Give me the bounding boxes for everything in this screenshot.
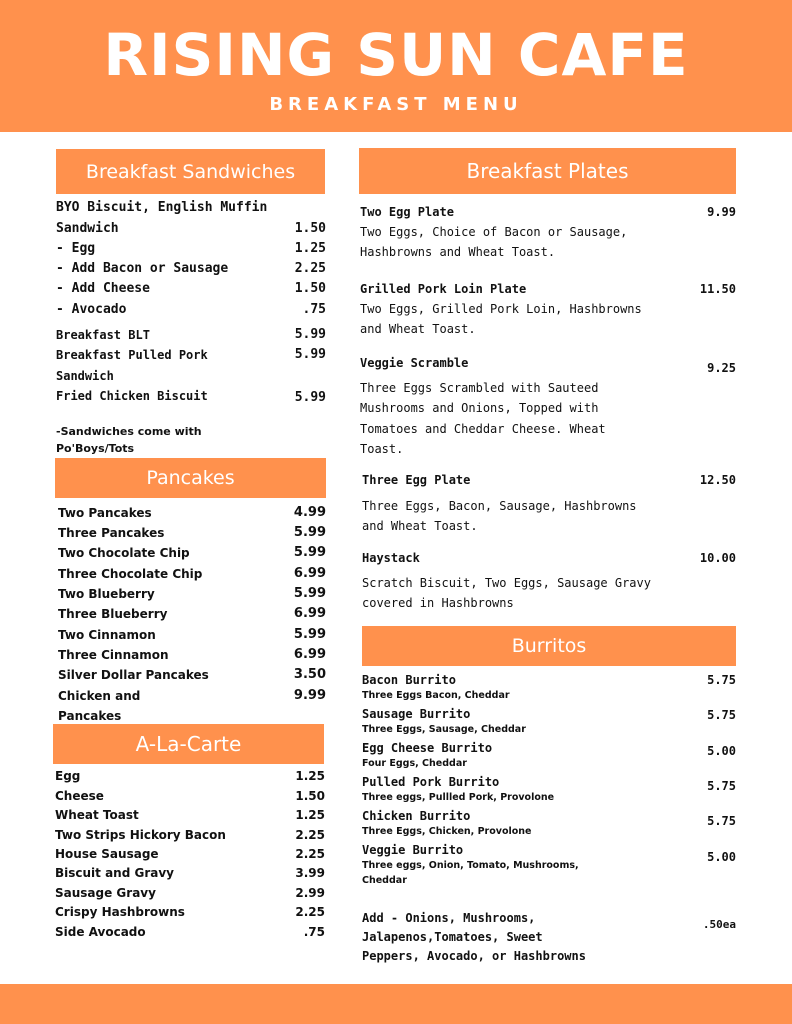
burrito-addon-text: Peppers, Avocado, or Hashbrowns <box>362 949 586 963</box>
menu-item-price: 1.50 <box>294 281 326 296</box>
menu-item-name: - Egg <box>56 241 96 256</box>
menu-item-name: Sandwich <box>56 369 114 383</box>
menu-item-description: Three eggs, Pullled Pork, Provolone <box>362 792 555 803</box>
menu-item-name: Two Cinnamon <box>58 628 156 642</box>
menu-item-description: Three eggs, Onion, Tomato, Mushrooms, <box>362 860 579 871</box>
menu-item-name: Grilled Pork Loin Plate <box>360 282 527 296</box>
menu-item-price: 6.99 <box>293 566 326 581</box>
menu-title: BREAKFAST MENU <box>269 94 523 115</box>
section-header-breakfast-plates: Breakfast Plates <box>359 148 736 194</box>
menu-item-name: Haystack <box>362 551 420 565</box>
menu-item-price: 5.00 <box>707 850 736 864</box>
menu-item-description: Two Eggs, Choice of Bacon or Sausage, <box>360 225 628 239</box>
menu-item-price: 5.99 <box>294 327 326 342</box>
sandwich-note: Po'Boys/Tots <box>56 442 135 455</box>
menu-item-name: - Avocado <box>56 302 127 317</box>
menu-item-name: Breakfast BLT <box>56 328 150 342</box>
menu-item-description: Mushrooms and Onions, Topped with <box>360 401 599 416</box>
menu-item-name: Sausage Gravy <box>55 886 156 900</box>
menu-item-price: 1.25 <box>295 769 325 783</box>
menu-item-price: 2.25 <box>295 847 325 861</box>
menu-item-price: 10.00 <box>699 551 736 565</box>
menu-item-name: Egg <box>55 769 81 783</box>
menu-item-price: .75 <box>302 302 326 317</box>
menu-item-name: BYO Biscuit, English Muffin <box>56 200 268 215</box>
menu-item-description: Three Eggs Scrambled with Sauteed <box>360 381 599 395</box>
burrito-addon-price: .50ea <box>702 918 736 931</box>
menu-item-price: 9.25 <box>707 361 736 375</box>
section-header-a-la-carte: A-La-Carte <box>53 724 324 764</box>
menu-item-description: Toast. <box>360 441 404 456</box>
menu-item-price: 2.25 <box>295 828 325 842</box>
menu-item-name: Bacon Burrito <box>362 673 456 687</box>
menu-item-price: 5.99 <box>294 390 326 405</box>
menu-item-name: Sandwich <box>56 221 119 236</box>
menu-item-price: 6.99 <box>293 606 326 621</box>
menu-item-price: 5.75 <box>707 708 736 722</box>
menu-item-name: Three Cinnamon <box>58 648 169 662</box>
menu-item-name: Wheat Toast <box>55 808 139 822</box>
menu-item-description: Three Eggs Bacon, Cheddar <box>362 690 510 701</box>
menu-item-description: Hashbrowns and Wheat Toast. <box>360 245 556 260</box>
menu-item-name: Two Egg Plate <box>360 205 454 219</box>
section-header-pancakes: Pancakes <box>55 458 326 498</box>
menu-item-description: Two Eggs, Grilled Pork Loin, Hashbrowns <box>360 302 642 316</box>
section-header-breakfast-sandwiches: Breakfast Sandwiches <box>56 149 325 194</box>
menu-item-price: 1.25 <box>295 808 325 822</box>
menu-item-price: 5.99 <box>294 347 326 362</box>
burrito-addon-text: Add - Onions, Mushrooms, <box>362 911 536 925</box>
menu-item-name: - Add Cheese <box>56 281 150 296</box>
menu-item-name: - Add Bacon or Sausage <box>56 261 229 276</box>
menu-item-name: Egg Cheese Burrito <box>362 741 493 755</box>
menu-item-name: Crispy Hashbrowns <box>55 905 185 919</box>
menu-item-name: Three Blueberry <box>58 607 168 621</box>
menu-item-name: House Sausage <box>55 847 159 861</box>
menu-item-name: Three Pancakes <box>58 526 165 540</box>
menu-item-description: Cheddar <box>362 875 407 886</box>
menu-item-price: 5.75 <box>707 673 736 687</box>
burrito-addon-text: Jalapenos,Tomatoes, Sweet <box>362 930 543 944</box>
menu-item-name: Pulled Pork Burrito <box>362 775 500 789</box>
menu-item-price: 11.50 <box>699 282 736 296</box>
menu-item-price: 5.99 <box>293 545 326 560</box>
menu-item-price: 3.99 <box>295 866 325 880</box>
menu-item-name: Fried Chicken Biscuit <box>56 389 208 403</box>
sandwich-note: -Sandwiches come with <box>56 425 202 438</box>
footer-band <box>0 984 792 1024</box>
menu-item-name: Silver Dollar Pancakes <box>58 668 209 682</box>
menu-item-name: Two Blueberry <box>58 587 155 601</box>
menu-item-price: 2.25 <box>295 905 325 919</box>
menu-item-price: 1.50 <box>294 221 326 236</box>
menu-item-name: Two Strips Hickory Bacon <box>55 828 226 842</box>
menu-item-price: 2.25 <box>294 261 326 276</box>
menu-item-description: Three Eggs, Chicken, Provolone <box>362 826 532 837</box>
menu-item-name: Three Chocolate Chip <box>58 567 203 581</box>
menu-item-price: 9.99 <box>707 205 736 219</box>
menu-item-price: 5.99 <box>293 586 326 601</box>
menu-item-name: Chicken Burrito <box>362 809 471 823</box>
menu-item-name: Pancakes <box>58 709 122 723</box>
menu-item-name: Side Avocado <box>55 925 146 939</box>
menu-item-name: Three Egg Plate <box>362 473 471 487</box>
menu-item-name: Breakfast Pulled Pork <box>56 348 208 362</box>
menu-item-description: and Wheat Toast. <box>362 519 478 534</box>
menu-item-price: 4.99 <box>293 505 326 520</box>
menu-item-price: 5.00 <box>707 744 736 758</box>
menu-item-name: Veggie Scramble <box>360 356 469 370</box>
menu-item-price: 9.99 <box>293 688 326 703</box>
menu-item-description: Three Eggs, Bacon, Sausage, Hashbrowns <box>362 499 637 513</box>
menu-item-name: Chicken and <box>58 689 141 703</box>
menu-item-description: covered in Hashbrowns <box>362 596 514 611</box>
menu-item-name: Two Pancakes <box>58 506 152 520</box>
menu-item-price: 5.75 <box>707 779 736 793</box>
menu-item-description: and Wheat Toast. <box>360 322 476 337</box>
menu-item-price: .75 <box>303 925 325 939</box>
menu-item-price: 6.99 <box>293 647 326 662</box>
menu-item-price: 1.50 <box>295 789 325 803</box>
menu-item-price: 1.25 <box>294 241 326 256</box>
menu-item-price: 5.75 <box>707 814 736 828</box>
menu-item-price: 5.99 <box>293 627 326 642</box>
menu-item-description: Tomatoes and Cheddar Cheese. Wheat <box>360 421 606 436</box>
menu-item-price: 3.50 <box>293 667 326 682</box>
menu-item-price: 2.99 <box>295 886 325 900</box>
section-header-burritos: Burritos <box>362 626 736 666</box>
menu-item-price: 12.50 <box>699 473 736 487</box>
menu-item-name: Sausage Burrito <box>362 707 471 721</box>
cafe-name: RISING SUN CAFE <box>103 21 689 89</box>
menu-item-description: Scratch Biscuit, Two Eggs, Sausage Gravy <box>362 576 651 590</box>
menu-item-description: Three Eggs, Sausage, Cheddar <box>362 724 526 735</box>
menu-item-name: Cheese <box>55 789 104 803</box>
menu-item-price: 5.99 <box>293 525 326 540</box>
menu-item-description: Four Eggs, Cheddar <box>362 758 467 769</box>
menu-item-name: Veggie Burrito <box>362 843 464 857</box>
menu-item-name: Biscuit and Gravy <box>55 866 175 880</box>
menu-item-name: Two Chocolate Chip <box>58 546 190 560</box>
